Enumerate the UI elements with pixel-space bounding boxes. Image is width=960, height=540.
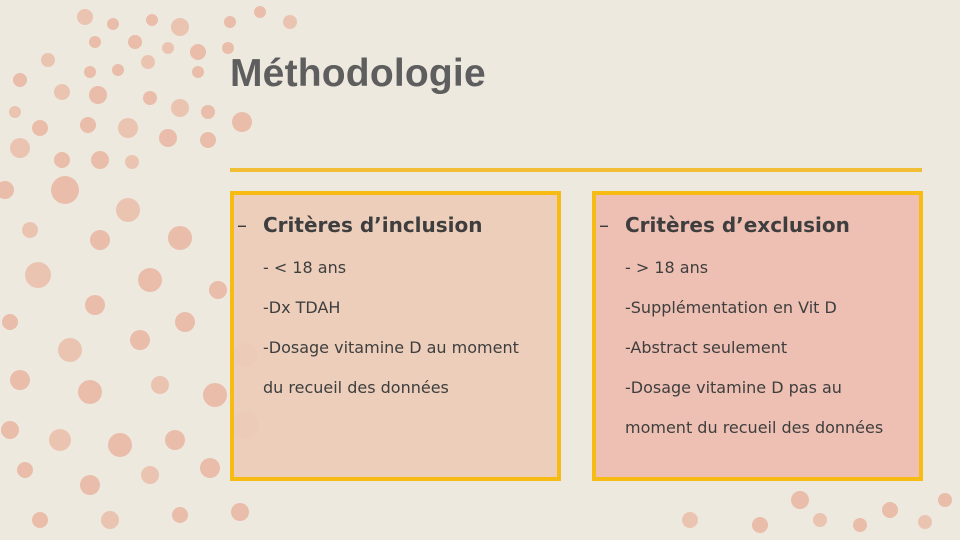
decorative-dot: [108, 433, 132, 457]
decorative-dot: [32, 512, 48, 528]
decorative-dot: [32, 120, 48, 136]
inclusion-item: du recueil des données: [263, 378, 449, 397]
exclusion-item: -Supplémentation en Vit D: [625, 298, 837, 317]
decorative-dot: [190, 44, 206, 60]
decorative-dot: [254, 6, 266, 18]
decorative-dot: [752, 517, 768, 533]
decorative-dot: [112, 64, 124, 76]
bullet-dash: –: [599, 213, 609, 237]
decorative-dot: [791, 491, 809, 509]
decorative-dot: [49, 429, 71, 451]
exclusion-item: moment du recueil des données: [625, 418, 884, 437]
decorative-dot: [200, 132, 216, 148]
decorative-dot: [51, 176, 79, 204]
decorative-dot: [78, 380, 102, 404]
decorative-dot: [9, 106, 21, 118]
decorative-dot: [138, 268, 162, 292]
decorative-dot: [151, 376, 169, 394]
decorative-dot: [107, 18, 119, 30]
decorative-dot: [17, 462, 33, 478]
exclusion-item: - > 18 ans: [625, 258, 709, 277]
decorative-dot: [209, 281, 227, 299]
decorative-dot: [10, 138, 30, 158]
bullet-dash: –: [237, 213, 247, 237]
decorative-dot: [171, 18, 189, 36]
decorative-dot: [80, 475, 100, 495]
decorative-dot: [85, 295, 105, 315]
decorative-dot: [231, 503, 249, 521]
decorative-dot: [130, 330, 150, 350]
decorative-dot: [201, 105, 215, 119]
decorative-dot: [22, 222, 38, 238]
inclusion-item: -Dx TDAH: [263, 298, 341, 317]
decorative-dot: [232, 112, 252, 132]
decorative-dot: [143, 91, 157, 105]
decorative-dot: [118, 118, 138, 138]
decorative-dot: [853, 518, 867, 532]
inclusion-criteria-box: [230, 191, 561, 481]
decorative-dot: [25, 262, 51, 288]
decorative-dot: [168, 226, 192, 250]
decorative-dot: [91, 151, 109, 169]
decorative-dot: [813, 513, 827, 527]
decorative-dot: [283, 15, 297, 29]
decorative-dot: [938, 493, 952, 507]
decorative-dot: [175, 312, 195, 332]
title-divider: [230, 168, 922, 172]
decorative-dot: [89, 86, 107, 104]
exclusion-heading-label: Critères d’exclusion: [625, 213, 850, 237]
decorative-dot: [682, 512, 698, 528]
decorative-dot: [77, 9, 93, 25]
decorative-dot: [54, 152, 70, 168]
decorative-dot: [2, 314, 18, 330]
decorative-dot: [172, 507, 188, 523]
decorative-dot: [128, 35, 142, 49]
slide-title: Méthodologie: [230, 52, 486, 95]
decorative-dot: [141, 55, 155, 69]
inclusion-heading-label: Critères d’inclusion: [263, 213, 483, 237]
decorative-dot: [10, 370, 30, 390]
decorative-dot: [90, 230, 110, 250]
decorative-dot: [171, 99, 189, 117]
decorative-dot: [882, 502, 898, 518]
decorative-dot: [84, 66, 96, 78]
decorative-dot: [162, 42, 174, 54]
exclusion-criteria-box: [592, 191, 923, 481]
exclusion-item: -Abstract seulement: [625, 338, 788, 357]
decorative-dot: [159, 129, 177, 147]
inclusion-item: - < 18 ans: [263, 258, 347, 277]
decorative-dot: [116, 198, 140, 222]
decorative-dot: [41, 53, 55, 67]
decorative-dot: [224, 16, 236, 28]
decorative-dot: [192, 66, 204, 78]
decorative-dot: [918, 515, 932, 529]
decorative-dot: [203, 383, 227, 407]
decorative-dot: [125, 155, 139, 169]
exclusion-item: -Dosage vitamine D pas au: [625, 378, 842, 397]
decorative-dot: [165, 430, 185, 450]
decorative-dot: [54, 84, 70, 100]
decorative-dot: [101, 511, 119, 529]
decorative-dot: [58, 338, 82, 362]
decorative-dot: [0, 181, 14, 199]
inclusion-item: -Dosage vitamine D au moment: [263, 338, 519, 357]
decorative-dot: [200, 458, 220, 478]
decorative-dot: [13, 73, 27, 87]
decorative-dot: [141, 466, 159, 484]
decorative-dot: [146, 14, 158, 26]
decorative-dot: [80, 117, 96, 133]
decorative-dot: [1, 421, 19, 439]
decorative-dot: [89, 36, 101, 48]
